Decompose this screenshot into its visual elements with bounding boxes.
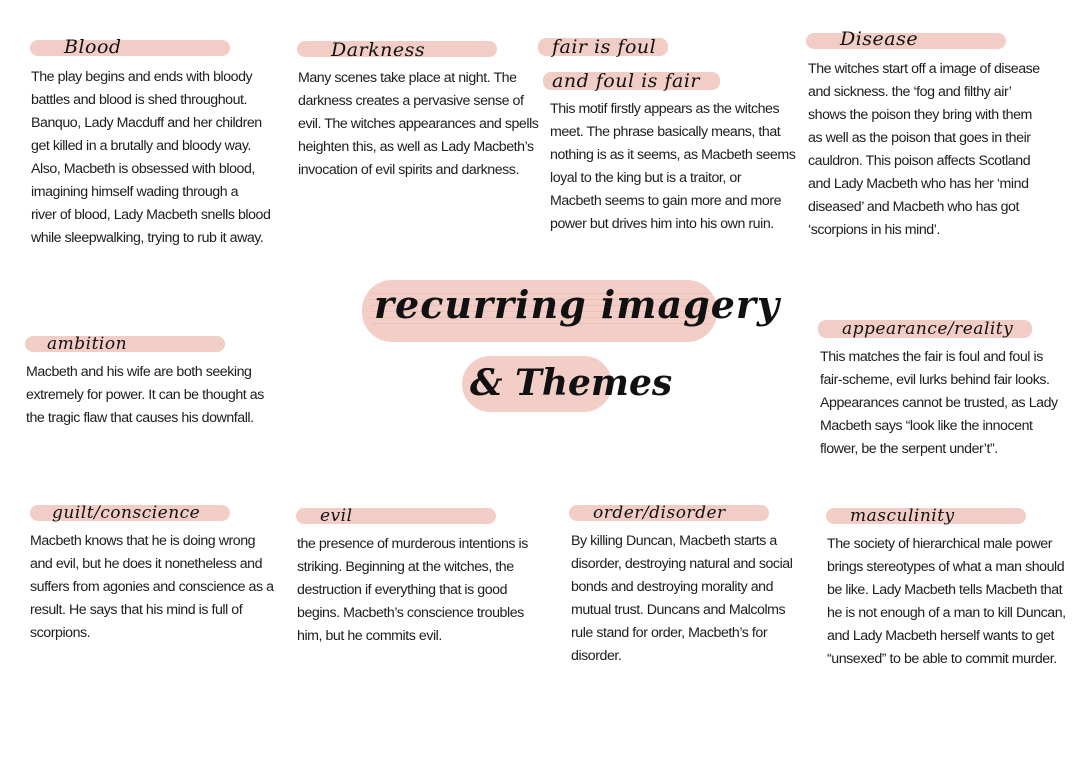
body-line: Macbeth and his wife are both seeking — [26, 364, 252, 380]
body-line: him, but he commits evil. — [297, 628, 442, 644]
body-line: heighten this, as well as Lady Macbeth’s — [298, 139, 534, 155]
section-body — [808, 58, 1040, 242]
body-line: diseased’ and Macbeth who has got — [808, 199, 1019, 215]
section-heading: order/disorder — [593, 503, 726, 523]
body-line: The play begins and ends with bloody — [31, 69, 253, 85]
section-body — [820, 346, 1058, 461]
page-subtitle: & Themes — [470, 362, 673, 404]
section-body — [827, 533, 1066, 671]
body-line: Appearances cannot be trusted, as Lady — [820, 395, 1058, 411]
section-heading: fair is foul — [552, 36, 657, 58]
body-line: while sleepwalking, trying to rub it away. — [31, 230, 264, 246]
body-line: “unsexed” to be able to commit murder. — [827, 651, 1057, 667]
body-line: bonds and destroying morality and — [571, 579, 774, 595]
section-heading: masculinity — [850, 506, 955, 526]
body-line: mutual trust. Duncans and Malcolms — [571, 602, 786, 618]
section-body — [297, 533, 528, 648]
body-line: Banquo, Lady Macduff and her children — [31, 115, 262, 131]
section-heading: evil — [320, 506, 353, 526]
section-body — [26, 361, 264, 430]
page-title: recurring imagery — [374, 282, 780, 327]
body-line: begins. Macbeth’s conscience troubles — [297, 605, 524, 621]
section-heading: Blood — [64, 36, 122, 58]
section-body — [30, 530, 274, 645]
heading-highlight — [30, 40, 230, 56]
body-line: darkness creates a pervasive sense of — [298, 93, 524, 109]
body-line: as well as the poison that goes in their — [808, 130, 1031, 146]
body-line: Many scenes take place at night. The — [298, 70, 517, 86]
section-heading: guilt/conscience — [52, 503, 201, 523]
body-line: result. He says that his mind is full of — [30, 602, 243, 618]
body-line: extremely for power. It can be thought as — [26, 387, 264, 403]
body-line: shows the poison they bring with them — [808, 107, 1032, 123]
body-line: By killing Duncan, Macbeth starts a — [571, 533, 777, 549]
body-line: loyal to the king but is a traitor, or — [550, 170, 742, 186]
body-line: and Lady Macbeth herself wants to get — [827, 628, 1055, 644]
body-line: the presence of murderous intentions is — [297, 536, 528, 552]
body-line: nothing is as it seems, as Macbeth seems — [550, 147, 796, 163]
body-line: disorder, destroying natural and social — [571, 556, 793, 572]
body-line: battles and blood is shed throughout. — [31, 92, 248, 108]
body-line: be like. Lady Macbeth tells Macbeth that — [827, 582, 1063, 598]
body-line: and Lady Macbeth who has her ‘mind — [808, 176, 1029, 192]
section-body — [571, 530, 792, 668]
body-line: evil. The witches appearances and spells — [298, 116, 539, 132]
body-line: Also, Macbeth is obsessed with blood, — [31, 161, 255, 177]
body-line: invocation of evil spirits and darkness. — [298, 162, 519, 178]
body-line: destruction if everything that is good — [297, 582, 508, 598]
body-line: This matches the fair is foul and foul is — [820, 349, 1043, 365]
section-body — [298, 67, 538, 182]
body-line: suffers from agonies and conscience as a — [30, 579, 274, 595]
section-heading: Darkness — [331, 39, 426, 61]
body-line: disorder. — [571, 648, 622, 664]
body-line: Macbeth says “look like the innocent — [820, 418, 1033, 434]
body-line: and sickness. the ‘fog and filthy air’ — [808, 84, 1012, 100]
section-heading-line2: and foul is fair — [552, 70, 700, 92]
body-line: Macbeth knows that he is doing wrong — [30, 533, 256, 549]
body-line: power but drives him into his own ruin. — [550, 216, 774, 232]
body-line: imagining himself wading through a — [31, 184, 239, 200]
body-line: brings stereotypes of what a man should — [827, 559, 1065, 575]
body-line: Macbeth seems to gain more and more — [550, 193, 782, 209]
section-heading: appearance/reality — [842, 319, 1014, 339]
body-line: meet. The phrase basically means, that — [550, 124, 781, 140]
body-line: ‘scorpions in his mind’. — [808, 222, 940, 238]
body-line: the tragic flaw that causes his downfall. — [26, 410, 254, 426]
section-heading: Disease — [840, 28, 919, 50]
body-line: he is not enough of a man to kill Duncan, — [827, 605, 1066, 621]
body-line: The witches start off a image of disease — [808, 61, 1040, 77]
body-line: striking. Beginning at the witches, the — [297, 559, 514, 575]
section-heading: ambition — [47, 334, 128, 354]
body-line: and evil, but he does it nonetheless and — [30, 556, 263, 572]
body-line: The society of hierarchical male power — [827, 536, 1052, 552]
body-line: This motif firstly appears as the witches — [550, 101, 780, 117]
body-line: river of blood, Lady Macbeth snells blood — [31, 207, 271, 223]
body-line: cauldron. This poison affects Scotland — [808, 153, 1031, 169]
body-line: flower, be the serpent under’t”. — [820, 441, 998, 457]
body-line: fair-scheme, evil lurks behind fair looks. — [820, 372, 1050, 388]
body-line: rule stand for order, Macbeth’s for — [571, 625, 768, 641]
section-body — [550, 98, 795, 236]
section-body — [31, 66, 270, 250]
body-line: scorpions. — [30, 625, 91, 641]
body-line: get killed in a brutally and bloody way. — [31, 138, 251, 154]
